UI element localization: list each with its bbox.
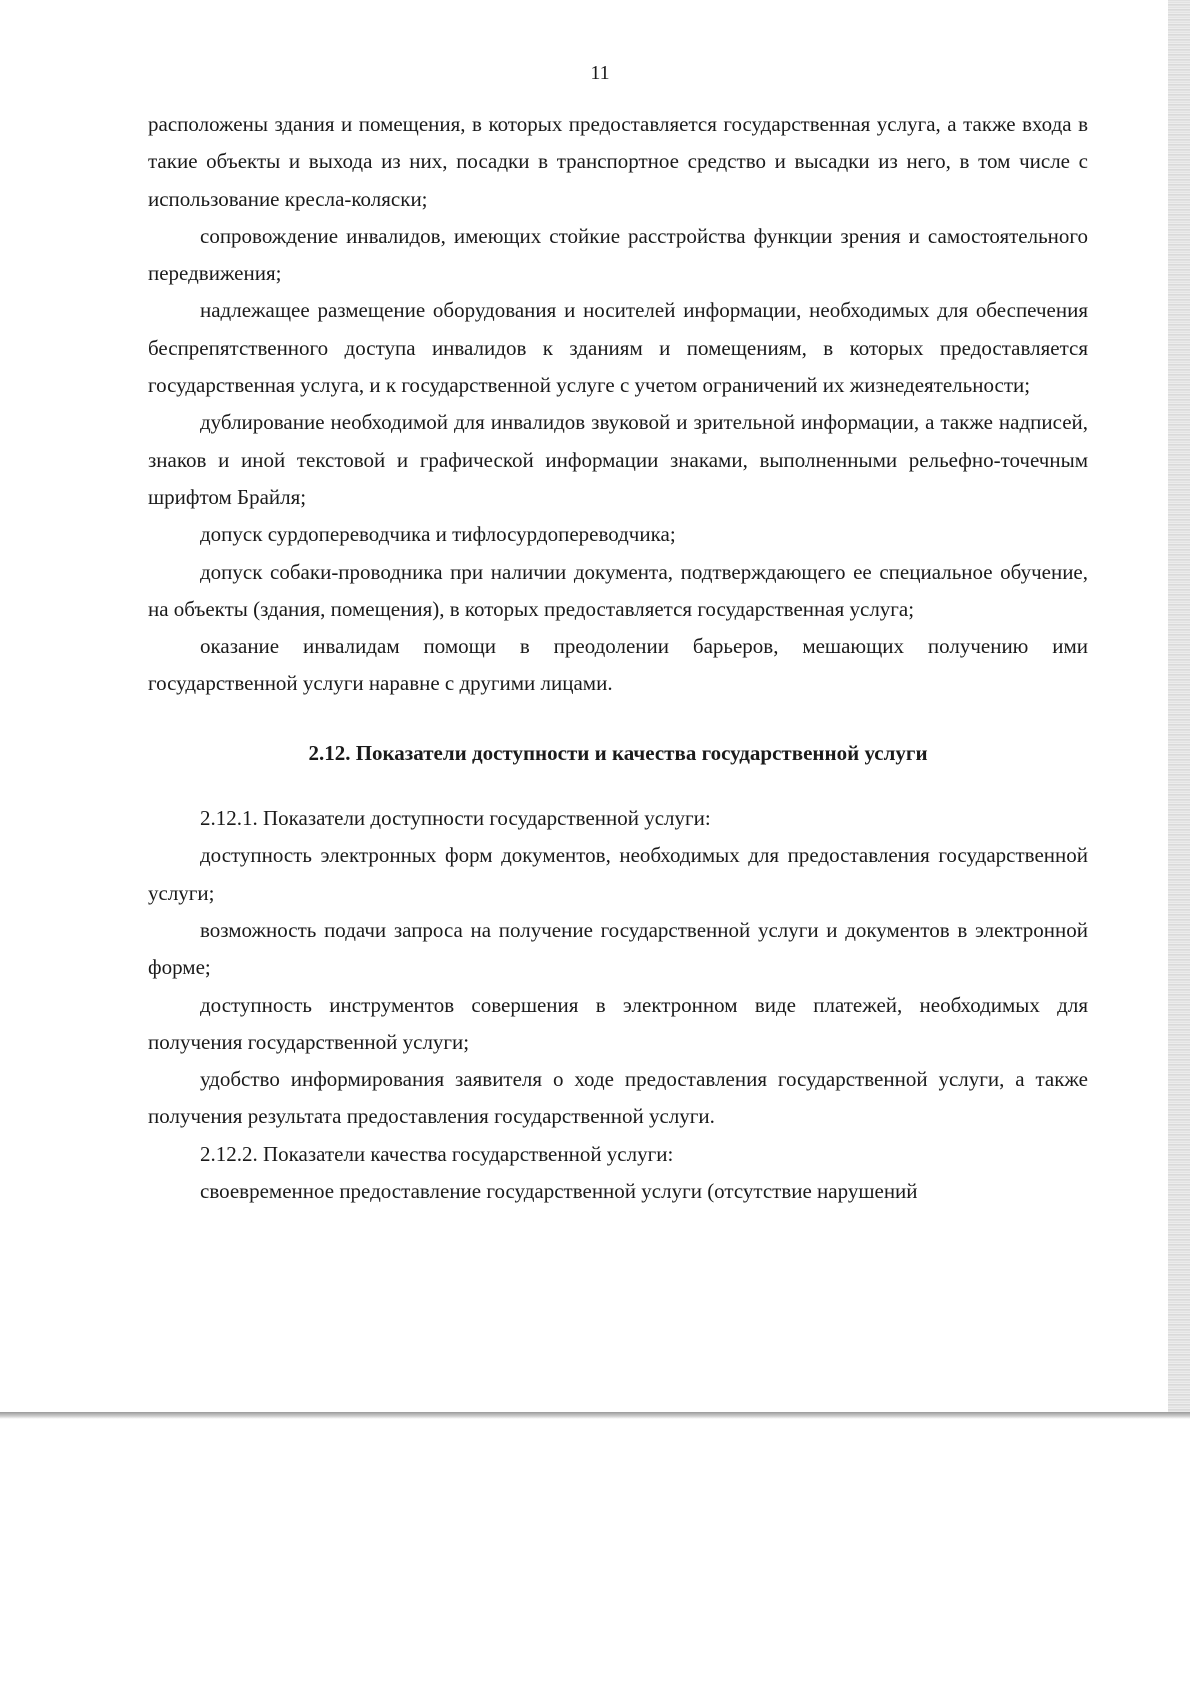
paragraph: доступность электронных форм документов, необходимых для предоставления государственной услуги; xyxy=(148,843,1088,905)
page-edge-shadow xyxy=(1168,0,1190,1418)
paragraph: своевременное предоставление государственной услуги (отсутствие нарушений xyxy=(200,1179,918,1204)
page-number: 11 xyxy=(590,62,610,84)
paragraph: допуск собаки-проводника при наличии документа, подтверждающего ее специальное обучение, на объекты (здания, помещения), в которых предоставляется государственная услуга; xyxy=(148,559,1088,621)
section-heading: 2.12. Показатели доступности и качества государственной услуги xyxy=(308,740,928,765)
document-body xyxy=(148,106,1088,1210)
paragraph: сопровождение инвалидов, имеющих стойкие расстройства функции зрения и самостоятельного передвижения; xyxy=(148,223,1088,286)
paragraph: удобство информирования заявителя о ходе предоставления государственной услуги, а также получения результата предоставления государственной услуги. xyxy=(148,1067,1088,1129)
paragraph: дублирование необходимой для инвалидов звуковой и зрительной информации, а также надписей, знаков и иной текстовой и графической информации знаками, выполненными рельефно-точечным шрифтом Брайля; xyxy=(148,410,1088,509)
paragraph: надлежащее размещение оборудования и носителей информации, необходимых для обеспечения беспрепятственного доступа инвалидов к зданиям и помещениям, в которых предоставляется государственная услуга, и к государственной услуге с учетом ограничений их жизнедеятельности; xyxy=(148,298,1088,398)
subsection-title: 2.12.2. Показатели качества государственной услуги: xyxy=(200,1141,674,1166)
paragraph: возможность подачи запроса на получение государственной услуги и документов в электронной форме; xyxy=(148,917,1088,980)
paragraph: оказание инвалидам помощи в преодолении барьеров, мешающих получению ими государственной услуги наравне с другими лицами. xyxy=(148,634,1088,696)
page-bottom-edge xyxy=(0,1412,1190,1419)
subsection-title: 2.12.1. Показатели доступности государственной услуги: xyxy=(200,806,711,831)
paragraph: доступность инструментов совершения в электронном виде платежей, необходимых для получения государственной услуги; xyxy=(148,992,1088,1054)
paragraph-continuation: расположены здания и помещения, в которых предоставляется государственная услуга, а также входа в такие объекты и выхода из них, посадки в транспортное средство и высадки из него, в том числе с использование кресла-коляски; xyxy=(148,112,1088,211)
paragraph: допуск сурдопереводчика и тифлосурдопереводчика; xyxy=(200,522,676,547)
